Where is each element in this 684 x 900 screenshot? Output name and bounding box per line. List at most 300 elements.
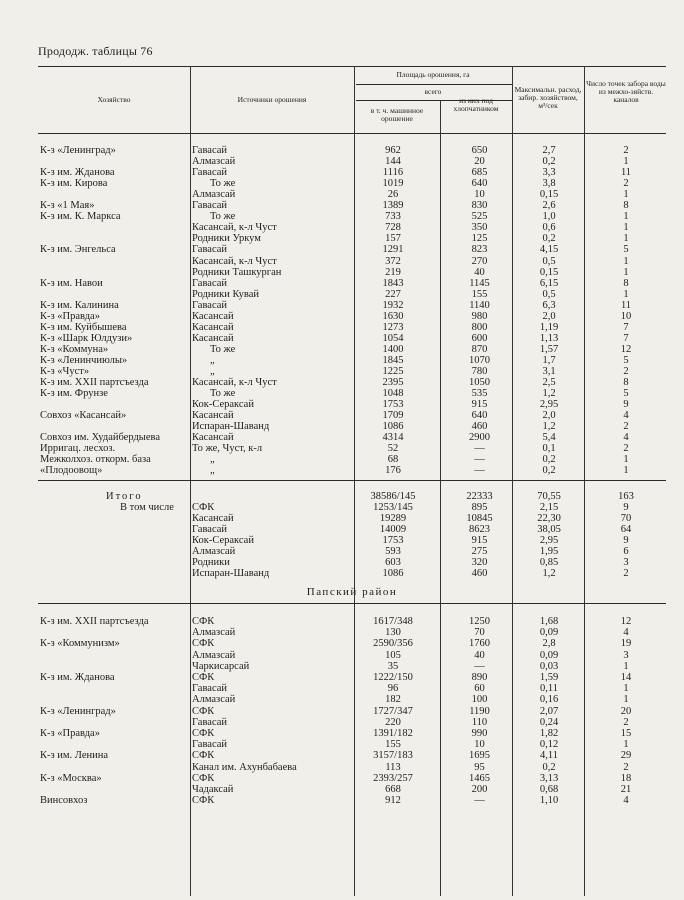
cell-intake-points: 12	[620, 343, 632, 355]
cell-max-flow: 2,5	[542, 377, 556, 389]
cell-max-flow: 0,2	[542, 233, 556, 245]
cell-area-total: 1630	[382, 310, 404, 322]
cell-max-flow: 0,16	[539, 694, 559, 706]
cell-source: Испаран-Шаванд	[192, 568, 270, 579]
cell-source: Канал им. Ахунбабаева	[192, 761, 297, 773]
cell-max-flow: 3,13	[539, 772, 559, 784]
cell-max-flow: 1,59	[539, 672, 559, 683]
cell-area-total: 52	[387, 443, 399, 455]
page-header: Прододж. таблицы 76	[38, 44, 153, 58]
cell-area-total: 1291	[382, 244, 404, 256]
cell-intake-points: 15	[620, 728, 632, 739]
cell-max-flow: 1,7	[542, 354, 556, 366]
cell-area-total: 96	[387, 683, 399, 695]
cell-area-cotton: 155	[471, 288, 488, 300]
table-row	[38, 784, 666, 795]
cell-source: Испаран-Шаванд	[192, 421, 270, 433]
table-row	[38, 300, 666, 311]
cell-area-cotton: 100	[471, 694, 488, 706]
cell-source: Гавасай	[192, 739, 228, 751]
cell-source: Кок-Сераксай	[192, 399, 254, 411]
cell-source: СФК	[192, 795, 215, 807]
table-row	[38, 535, 666, 546]
header-cotton: из них под хлопчатником	[453, 96, 499, 113]
table-row	[38, 178, 666, 189]
cell-area-cotton: —	[474, 795, 485, 807]
cell-max-flow: 2,8	[542, 638, 556, 650]
cell-intake-points: 1	[623, 255, 629, 267]
cell-intake-points: 6	[623, 546, 629, 557]
cell-max-flow: 1,68	[539, 616, 559, 627]
cell-area-cotton: 125	[471, 233, 488, 245]
cell-farm: Винсовхоз	[40, 795, 88, 807]
cell-max-flow: 0,5	[542, 255, 556, 267]
cell-area-cotton: 22333	[466, 491, 493, 502]
cell-max-flow: 2,0	[542, 410, 556, 422]
table-row	[38, 454, 666, 465]
cell-source: То же	[210, 343, 236, 355]
cell-max-flow: 0,15	[539, 189, 559, 201]
cell-area-total: 1253/145	[373, 502, 413, 513]
cell-area-cotton: 535	[471, 388, 488, 400]
cell-area-cotton: 830	[471, 200, 488, 212]
cell-intake-points: 2	[623, 178, 629, 190]
cell-area-total: 2590/356	[373, 638, 413, 650]
cell-intake-points: 1	[623, 694, 629, 706]
cell-area-total: 220	[385, 716, 401, 728]
cell-area-total: 3157/183	[373, 750, 413, 762]
cell-source: СФК	[192, 502, 215, 513]
cell-max-flow: 0,5	[542, 288, 556, 300]
cell-area-total: 1019	[382, 178, 404, 190]
cell-source: Касансай	[192, 321, 234, 333]
cell-intake-points: 1	[623, 189, 629, 201]
cell-intake-points: 29	[620, 750, 632, 762]
cell-source: Алмазсай	[192, 189, 236, 201]
cell-source: Гавасай	[192, 524, 228, 535]
table-row	[38, 333, 666, 344]
cell-area-cotton: 1760	[469, 638, 490, 650]
cell-source: Гавасай	[192, 200, 228, 212]
cell-source: Алмазсай	[192, 694, 236, 706]
cell-area-cotton: 990	[471, 728, 488, 739]
cell-area-cotton: —	[474, 443, 485, 455]
table-row	[38, 661, 666, 672]
cell-intake-points: 11	[620, 299, 632, 311]
cell-intake-points: 1	[623, 222, 629, 234]
cell-source: Алмазсай	[192, 156, 236, 168]
cell-intake-points: 2	[623, 145, 629, 156]
cell-max-flow: 2,6	[542, 200, 556, 212]
cell-source: Гавасай	[192, 716, 228, 728]
cell-area-total: 1845	[382, 354, 404, 366]
cell-max-flow: 6,15	[539, 277, 559, 289]
table-row	[38, 311, 666, 322]
cell-source: Касансай	[192, 332, 234, 344]
cell-area-total: 1617/348	[373, 616, 413, 627]
cell-area-total: 593	[385, 546, 401, 557]
table-row	[38, 717, 666, 728]
cell-area-total: 1843	[382, 277, 404, 289]
cell-intake-points: 3	[623, 557, 629, 568]
cell-farm: К-з «1 Мая»	[40, 200, 95, 212]
cell-source: Алмазсай	[192, 546, 236, 557]
header-total: всего	[424, 87, 442, 96]
table-row	[38, 388, 666, 399]
table-row	[38, 256, 666, 267]
cell-source: „	[210, 354, 215, 366]
cell-area-cotton: 780	[471, 366, 488, 377]
cell-area-total: 144	[385, 156, 401, 168]
cell-intake-points: 12	[620, 616, 632, 627]
cell-area-cotton: 460	[471, 568, 488, 579]
cell-area-cotton: 890	[471, 672, 488, 683]
table-row	[38, 410, 666, 421]
cell-area-cotton: 1695	[469, 750, 490, 762]
cell-area-cotton: —	[474, 465, 485, 477]
cell-intake-points: 2	[623, 568, 629, 579]
cell-intake-points: 20	[620, 705, 632, 717]
table-row	[38, 739, 666, 750]
cell-farm: К-з им. Кирова	[40, 178, 108, 190]
cell-area-total: 4314	[382, 432, 404, 444]
table-row	[38, 355, 666, 366]
cell-source: „	[210, 454, 215, 466]
table-row	[38, 244, 666, 255]
table-row	[38, 145, 666, 156]
table-row	[38, 156, 666, 167]
cell-intake-points: 2	[623, 761, 629, 773]
cell-max-flow: 0,03	[539, 660, 559, 672]
cell-intake-points: 4	[623, 795, 629, 807]
cell-farm: К-з им. Жданова	[40, 167, 115, 179]
cell-intake-points: 2	[623, 443, 629, 455]
cell-area-cotton: 823	[471, 244, 488, 256]
cell-intake-points: 4	[623, 627, 629, 639]
cell-source: Чаркисарсай	[192, 660, 250, 672]
cell-max-flow: 1,57	[539, 343, 559, 355]
cell-area-total: 1116	[382, 167, 404, 179]
table-row	[38, 222, 666, 233]
cell-intake-points: 1	[623, 233, 629, 245]
table-row	[38, 322, 666, 333]
cell-source: Касансай	[192, 513, 234, 524]
cell-max-flow: 1,19	[539, 321, 559, 333]
table-row	[38, 211, 666, 222]
cell-intake-points: 1	[623, 739, 629, 751]
cell-farm: К-з им. Энгельса	[40, 244, 116, 256]
cell-max-flow: 0,15	[539, 266, 559, 278]
cell-area-total: 1753	[382, 535, 404, 546]
cell-area-total: 372	[385, 255, 401, 267]
cell-area-total: 912	[385, 795, 401, 807]
table-row	[38, 278, 666, 289]
table-row	[38, 694, 666, 705]
cell-source: Кок-Сераксай	[192, 535, 254, 546]
cell-max-flow: 1,10	[539, 795, 559, 807]
cell-area-total: 1222/150	[373, 672, 413, 683]
incl-label: В том числе	[120, 502, 174, 513]
table-row	[38, 421, 666, 432]
cell-intake-points: 18	[620, 772, 632, 784]
cell-area-cotton: 10	[474, 739, 485, 751]
cell-intake-points: 11	[620, 167, 632, 179]
cell-area-total: 1225	[382, 366, 404, 377]
cell-area-total: 38586/145	[370, 491, 416, 502]
header-points: Число точек забора воды из межхо-зяйств. каналов	[586, 79, 666, 104]
cell-area-total: 1753	[382, 399, 404, 411]
cell-area-cotton: —	[474, 454, 485, 466]
cell-intake-points: 1	[623, 288, 629, 300]
cell-max-flow: 0,09	[539, 627, 559, 639]
cell-area-cotton: 270	[471, 255, 488, 267]
cell-area-total: 603	[385, 557, 401, 568]
cell-area-cotton: 70	[474, 627, 485, 639]
cell-area-total: 26	[387, 189, 399, 201]
table-row	[38, 344, 666, 355]
cell-intake-points: 163	[618, 491, 634, 502]
cell-farm: К-з им. Куйбышева	[40, 321, 127, 333]
table-row	[38, 167, 666, 178]
table-row	[38, 706, 666, 717]
cell-max-flow: 0,24	[539, 716, 559, 728]
table-row	[38, 189, 666, 200]
cell-max-flow: 1,2	[542, 421, 556, 433]
cell-source: Касансай	[192, 432, 234, 444]
cell-source: Гавасай	[192, 683, 228, 695]
cell-area-cotton: 1145	[469, 277, 490, 289]
cell-intake-points: 14	[620, 672, 632, 683]
cell-max-flow: 0,2	[542, 454, 556, 466]
cell-area-cotton: 460	[471, 421, 488, 433]
cell-area-cotton: 60	[474, 683, 485, 695]
cell-source: Гавасай	[192, 277, 228, 289]
cell-max-flow: 2,07	[539, 705, 559, 717]
cell-max-flow: 3,8	[542, 178, 556, 190]
cell-area-total: 176	[385, 465, 401, 477]
cell-max-flow: 0,09	[539, 649, 559, 661]
cell-source: Касансай	[192, 410, 234, 422]
cell-max-flow: 0,2	[542, 156, 556, 168]
cell-intake-points: 19	[620, 638, 632, 650]
cell-area-cotton: 915	[471, 535, 488, 546]
cell-area-total: 1391/182	[373, 728, 413, 739]
cell-area-cotton: 275	[471, 546, 488, 557]
cell-area-cotton: 8623	[469, 524, 490, 535]
cell-source: СФК	[192, 772, 215, 784]
cell-area-cotton: 320	[471, 557, 488, 568]
cell-intake-points: 2	[623, 421, 629, 433]
table-row	[38, 672, 666, 683]
cell-area-total: 1048	[382, 388, 404, 400]
cell-area-cotton: 10845	[466, 513, 493, 524]
cell-max-flow: 0,6	[542, 222, 556, 234]
cell-max-flow: 1,82	[539, 728, 559, 739]
cell-max-flow: 1,2	[542, 388, 556, 400]
cell-area-total: 1727/347	[373, 705, 413, 717]
cell-area-total: 105	[385, 649, 401, 661]
cell-intake-points: 7	[623, 332, 629, 344]
cell-source: То же	[210, 211, 236, 223]
cell-max-flow: 0,85	[539, 557, 559, 568]
header-maxflow: Максимальн. расход, забир. хозяйством, м³/сек	[514, 85, 582, 110]
cell-intake-points: 5	[623, 244, 629, 256]
cell-max-flow: 3,3	[542, 167, 556, 179]
cell-area-total: 219	[385, 266, 401, 278]
cell-area-cotton: 525	[471, 211, 488, 223]
cell-area-total: 35	[387, 660, 399, 672]
cell-area-cotton: 95	[474, 761, 485, 773]
cell-farm: К-з «Правда»	[40, 310, 100, 322]
cell-farm: К-з «Ленинчиюлы»	[40, 354, 128, 366]
cell-intake-points: 9	[623, 399, 629, 411]
header-farm: Хозяйство	[97, 95, 131, 104]
cell-farm: К-з им. К. Маркса	[40, 211, 121, 223]
cell-farm: К-з «Москва»	[40, 772, 102, 784]
cell-max-flow: 38,05	[537, 524, 561, 535]
cell-intake-points: 21	[620, 784, 632, 795]
cell-intake-points: 2	[623, 716, 629, 728]
cell-farm: К-з им. Навои	[40, 277, 103, 289]
cell-source: Касансай, к-л Чуст	[192, 222, 277, 234]
table-row	[38, 546, 666, 557]
cell-area-total: 2395	[382, 377, 404, 389]
cell-farm: К-з им. Ленина	[40, 750, 109, 762]
cell-area-total: 130	[385, 627, 401, 639]
cell-area-total: 668	[385, 784, 401, 795]
table-row	[38, 200, 666, 211]
cell-area-cotton: 1190	[469, 705, 490, 717]
cell-max-flow: 0,2	[542, 761, 556, 773]
cell-area-cotton: 10	[474, 189, 485, 201]
cell-intake-points: 1	[623, 465, 629, 477]
cell-intake-points: 1	[623, 683, 629, 695]
cell-intake-points: 8	[623, 377, 629, 389]
cell-area-total: 14009	[379, 524, 407, 535]
cell-farm: К-з им. XXII партсъезда	[40, 377, 149, 389]
cell-farm: К-з им. Жданова	[40, 672, 115, 683]
header-machine: в т. ч. машинное орошение	[370, 106, 424, 123]
cell-source: То же, Чуст, к-л	[192, 443, 263, 455]
table-row	[38, 557, 666, 568]
cell-intake-points: 5	[623, 354, 629, 366]
cell-area-cotton: 685	[471, 167, 488, 179]
table-row	[38, 465, 666, 476]
cell-intake-points: 64	[620, 524, 632, 535]
cell-source: То же	[210, 178, 236, 190]
cell-area-cotton: 640	[471, 178, 488, 190]
header-area: Площадь орошения, га	[396, 70, 470, 79]
cell-farm: К-з им. Калинина	[40, 299, 119, 311]
cell-area-cotton: 1140	[469, 299, 490, 311]
cell-max-flow: 2,0	[542, 310, 556, 322]
cell-source: СФК	[192, 750, 215, 762]
cell-area-cotton: 2900	[469, 432, 490, 444]
cell-farm: К-з «Ленинград»	[40, 705, 116, 717]
cell-area-cotton: —	[474, 660, 485, 672]
cell-area-cotton: 40	[474, 649, 485, 661]
cell-farm: К-з «Шарк Юлдузи»	[40, 332, 133, 344]
cell-farm: К-з им. XXII партсъезда	[40, 616, 149, 627]
cell-max-flow: 2,95	[539, 399, 559, 411]
cell-intake-points: 5	[623, 388, 629, 400]
cell-intake-points: 4	[623, 432, 629, 444]
cell-intake-points: 8	[623, 200, 629, 212]
header-source: Источники орошения	[237, 95, 307, 104]
cell-source: Касансай, к-л Чуст	[192, 255, 277, 267]
cell-farm: Ирригац. лесхоз.	[40, 443, 116, 455]
cell-farm: «Плодоовощ»	[40, 465, 103, 477]
table-row	[38, 762, 666, 773]
table-row	[38, 728, 666, 739]
table-row	[38, 524, 666, 535]
cell-max-flow: 0,11	[540, 683, 558, 695]
table-row	[38, 773, 666, 784]
cell-intake-points: 8	[623, 277, 629, 289]
table-row	[38, 638, 666, 649]
cell-source: Гавасай	[192, 167, 228, 179]
cell-intake-points: 1	[623, 156, 629, 168]
cell-area-cotton: 1465	[469, 772, 490, 784]
cell-max-flow: 6,3	[542, 299, 556, 311]
cell-source: СФК	[192, 728, 215, 739]
cell-intake-points: 1	[623, 660, 629, 672]
cell-area-total: 155	[385, 739, 401, 751]
cell-area-total: 157	[385, 233, 401, 245]
cell-source: Касансай, к-л Чуст	[192, 377, 277, 389]
cell-area-total: 113	[385, 761, 401, 773]
cell-source: Гавасай	[192, 299, 228, 311]
cell-area-total: 68	[387, 454, 399, 466]
cell-source: Родники Ташкурган	[192, 266, 282, 278]
cell-area-cotton: 40	[474, 266, 485, 278]
cell-max-flow: 2,7	[542, 145, 556, 156]
cell-area-total: 728	[385, 222, 401, 234]
cell-max-flow: 22,30	[537, 513, 561, 524]
cell-area-total: 2393/257	[373, 772, 413, 784]
cell-farm: К-з «Ленинград»	[40, 145, 116, 156]
table-row	[38, 650, 666, 661]
cell-intake-points: 1	[623, 266, 629, 278]
table-row	[38, 795, 666, 806]
cell-source: СФК	[192, 616, 215, 627]
cell-intake-points: 70	[620, 513, 632, 524]
cell-area-total: 962	[385, 145, 401, 156]
cell-intake-points: 3	[623, 649, 629, 661]
cell-area-total: 227	[385, 288, 401, 300]
cell-area-cotton: 640	[471, 410, 488, 422]
table-row	[38, 750, 666, 761]
cell-max-flow: 0,68	[539, 784, 559, 795]
cell-area-total: 19289	[379, 513, 407, 524]
cell-intake-points: 7	[623, 321, 629, 333]
cell-source: Алмазсай	[192, 649, 236, 661]
data-table	[38, 66, 666, 896]
table-row	[38, 289, 666, 300]
table-row	[38, 502, 666, 513]
cell-area-cotton: 1250	[469, 616, 490, 627]
cell-farm: К-з «Чуст»	[40, 366, 90, 377]
table-row	[38, 366, 666, 377]
table-row	[38, 377, 666, 388]
cell-area-cotton: 895	[471, 502, 488, 513]
cell-area-total: 1086	[382, 568, 404, 579]
cell-source: Родники	[192, 557, 230, 568]
cell-max-flow: 1,95	[539, 546, 559, 557]
cell-area-cotton: 915	[471, 399, 488, 411]
table-row	[38, 443, 666, 454]
cell-max-flow: 70,55	[537, 491, 561, 502]
